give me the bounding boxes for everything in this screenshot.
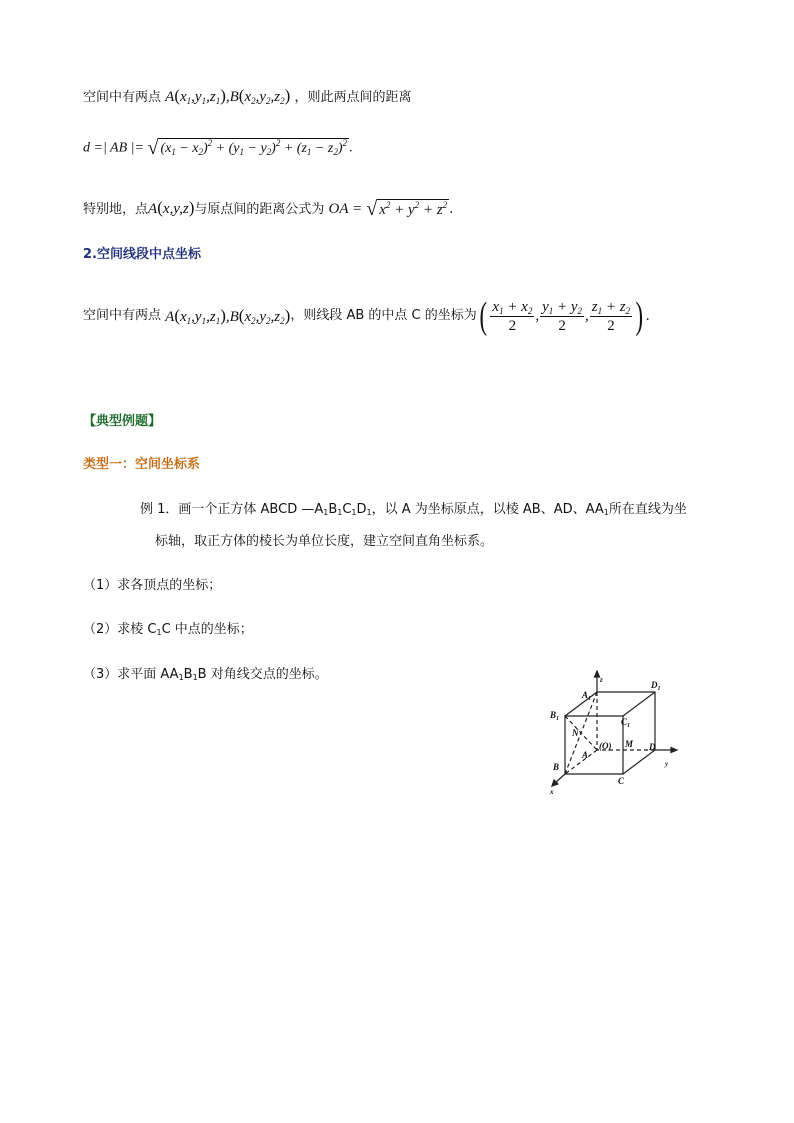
para-distance-intro: [83, 86, 411, 108]
label-C: C: [618, 776, 625, 786]
label-N: N: [572, 728, 579, 738]
cube-figure: [540, 670, 690, 795]
label-O: (O): [599, 741, 612, 751]
example1-line1: 例 1．画一个正方体 ABCD —A1B1C1D1，以 A 为坐标原点，以棱 AB、AD、AA1所在直线为坐: [140, 502, 687, 517]
label-D: D: [649, 742, 656, 752]
q3-part-c: B 对角线交点的坐标。: [197, 667, 328, 682]
label-A1: $A_1$: [582, 690, 592, 702]
para-origin-distance: [83, 198, 453, 220]
examples-header: 【典型例题】: [83, 414, 162, 429]
para2-end: .: [449, 202, 454, 217]
diagonal-b1-a: [565, 716, 597, 750]
label-B1: $B_1$: [550, 710, 560, 722]
para3-text-before: 空间中有两点: [83, 308, 162, 323]
cube-edge-c1d1: [623, 692, 655, 716]
example1-label: 例 1．画一个正方体 ABCD —A: [140, 502, 324, 517]
origin-sqrt: √ $x^2 + y^2 + z^2$: [366, 198, 448, 220]
label-x: x: [550, 788, 554, 795]
q2-part-a: （2）求棱 C: [83, 622, 157, 637]
example1-tail1: ，以 A 为坐标原点，以棱 AB、AD、AA: [371, 502, 604, 517]
question-3: （3）求平面 AA1B1B 对角线交点的坐标。: [83, 667, 328, 682]
label-z: z: [600, 676, 603, 684]
label-B: B: [553, 762, 560, 772]
question-1: （1）求各顶点的坐标；: [83, 578, 222, 593]
label-y: y: [665, 760, 669, 768]
oa-label: OA =: [328, 201, 363, 217]
q3-part-b: B: [183, 667, 193, 682]
distance-sqrt: √ $(x_1 - x_2)^2 + (y_1 - y_2)^2 + (z_1 - z_2)^2$: [147, 137, 347, 159]
para1-text-before: 空间中有两点: [83, 90, 162, 105]
type1-title: 类型一：空间坐标系: [83, 457, 201, 472]
para-midpoint: [83, 296, 650, 336]
formula-eq: =| AB |=: [93, 140, 144, 156]
formula-d: d: [83, 140, 90, 156]
distance-formula: [83, 138, 352, 159]
example1-tail2: 所在直线为坐: [608, 502, 687, 517]
q2-part-b: C 中点的坐标；: [161, 622, 253, 637]
cube-front-face: [565, 716, 623, 774]
label-M: M: [625, 739, 634, 749]
para2-text-mid: 与原点间的距离公式为: [194, 202, 325, 217]
para2-text-before: 特别地，点: [83, 202, 149, 217]
label-C1: $C_1$: [621, 717, 631, 729]
formula-end: .: [348, 140, 353, 156]
cube-hidden-ab: [565, 750, 597, 774]
q3-part-a: （3）求平面 AA: [83, 667, 179, 682]
y-arrow-icon: [671, 748, 677, 753]
point-a-xyz: A(x,y,z): [148, 198, 195, 217]
section-midpoint-title: 2.空间线段中点坐标: [83, 247, 201, 262]
points-a-b-math-2: $A(x_1,y_1,z_1),B(x_2,y_2,z_2)$: [165, 305, 291, 326]
example1-line2: 标轴，取正方体的棱长为单位长度，建立空间直角坐标系。: [155, 534, 494, 549]
points-a-b-math: $A(x_1,y_1,z_1),B(x_2,y_2,z_2)$: [165, 86, 291, 106]
label-D1: $D_1$: [651, 680, 661, 692]
label-A: A: [582, 750, 589, 760]
para3-text-after: ，则线段 AB 的中点 C 的坐标为: [290, 308, 477, 323]
midpoint-formula: ( $\frac{x_1 + x_2}{2}$ , $\frac{y_1 + y_2}{2}$ , $\frac{z_1 + z_2}{2}$ ) .: [479, 295, 650, 337]
cube-back-edges: [565, 692, 655, 774]
para1-text-after: ，则此两点间的距离: [294, 90, 412, 105]
z-arrow-icon: [595, 671, 600, 677]
question-2: （2）求棱 C1C 中点的坐标；: [83, 622, 253, 637]
x-axis: [555, 774, 565, 783]
